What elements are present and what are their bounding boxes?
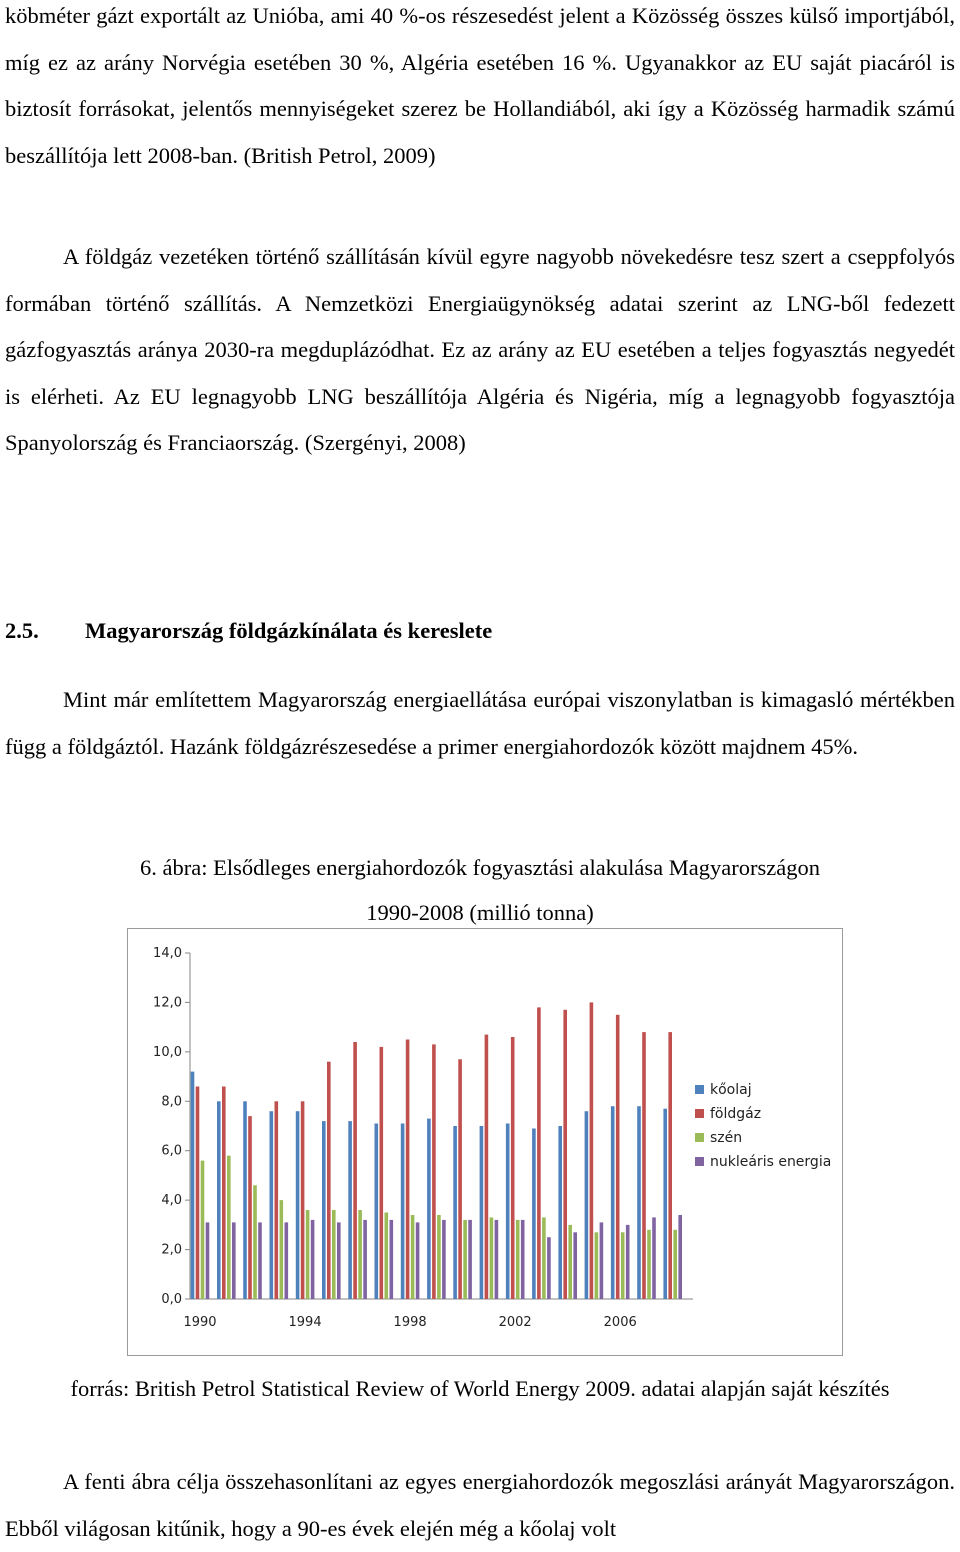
- bar-2-18: [673, 1230, 677, 1299]
- bar-0-1: [217, 1101, 221, 1299]
- bar-3-15: [600, 1222, 604, 1299]
- bar-3-17: [652, 1217, 656, 1299]
- paragraph-4: A fenti ábra célja összehasonlítani az egyes energiahordozók megoszlási arányát Magyarországon. Ebből világosan kitűnik, hogy a 90-es évek elején még a kőolaj volt: [5, 1469, 955, 1541]
- bar-2-9: [437, 1215, 441, 1299]
- bar-3-6: [363, 1220, 367, 1299]
- bar-3-18: [678, 1215, 682, 1299]
- bar-2-3: [280, 1200, 284, 1299]
- figure-caption-line-1: 6. ábra: Elsődleges energiahordozók fogyasztási alakulása Magyarországon: [140, 855, 820, 880]
- chart-container: [127, 928, 843, 1356]
- bar-1-18: [668, 1032, 672, 1299]
- bar-1-4: [301, 1101, 305, 1299]
- bar-0-6: [348, 1121, 352, 1299]
- bar-3-16: [626, 1225, 630, 1299]
- bar-0-11: [480, 1126, 484, 1299]
- bar-2-0: [201, 1161, 205, 1299]
- section-number: 2.5.: [5, 618, 39, 643]
- bar-1-9: [432, 1044, 436, 1299]
- bar-2-6: [358, 1210, 362, 1299]
- bar-2-15: [595, 1232, 599, 1299]
- bar-0-7: [375, 1124, 379, 1300]
- bar-0-8: [401, 1124, 405, 1300]
- bar-0-9: [427, 1119, 431, 1299]
- legend-label-1: földgáz: [710, 1106, 762, 1122]
- bar-1-6: [353, 1042, 357, 1299]
- bar-3-8: [416, 1222, 420, 1299]
- bar-0-5: [322, 1121, 326, 1299]
- bar-3-10: [468, 1220, 472, 1299]
- bar-1-17: [642, 1032, 646, 1299]
- bar-1-5: [327, 1062, 331, 1299]
- bar-0-18: [663, 1109, 667, 1299]
- bar-2-16: [621, 1232, 625, 1299]
- bar-3-1: [232, 1222, 236, 1299]
- x-tick-label: 1990: [183, 1315, 217, 1330]
- bar-1-0: [196, 1087, 200, 1300]
- bar-2-1: [227, 1156, 231, 1299]
- bar-2-2: [253, 1185, 257, 1299]
- bar-0-10: [453, 1126, 457, 1299]
- paragraph-1: köbméter gázt exportált az Unióba, ami 40 %-os részesedést jelent a Közösség összes külső importjából, míg ez az arány Norvégia esetében 30 %, Algéria esetében 16 %. Ugyanakkor az EU saját piacáról is biztosít forrásokat, jelentős mennyiségeket szerez be Hollandiából, aki így a Közösség harmadik számú beszállítója lett 2008-ban. (British Petrol, 2009): [5, 3, 955, 168]
- bar-1-11: [485, 1035, 489, 1299]
- bar-0-2: [243, 1101, 247, 1299]
- figure-caption-line-2: 1990-2008 (millió tonna): [366, 900, 594, 925]
- bar-0-0: [191, 1072, 195, 1299]
- bar-2-11: [490, 1217, 494, 1299]
- bar-2-8: [411, 1215, 415, 1299]
- bar-1-15: [590, 1002, 594, 1299]
- bar-0-13: [532, 1129, 536, 1300]
- legend-swatch-2: [695, 1133, 704, 1142]
- legend-swatch-0: [695, 1085, 704, 1094]
- y-tick-label: 8,0: [161, 1094, 182, 1110]
- bar-1-16: [616, 1015, 620, 1299]
- y-tick-label: 12,0: [153, 995, 182, 1011]
- bar-0-16: [611, 1106, 615, 1299]
- y-tick-label: 4,0: [161, 1193, 182, 1209]
- bar-3-14: [573, 1232, 577, 1299]
- bar-3-7: [390, 1220, 394, 1299]
- bar-1-7: [380, 1047, 384, 1299]
- bar-3-2: [258, 1222, 262, 1299]
- bar-1-13: [537, 1007, 541, 1299]
- bar-0-15: [585, 1111, 589, 1299]
- y-tick-label: 0,0: [161, 1292, 182, 1307]
- legend-swatch-3: [695, 1157, 704, 1166]
- section-heading: [5, 611, 955, 651]
- bar-1-3: [275, 1101, 279, 1299]
- bar-1-2: [248, 1116, 252, 1299]
- bar-3-13: [547, 1237, 551, 1299]
- bar-3-3: [285, 1222, 289, 1299]
- x-tick-label: 1998: [393, 1315, 427, 1330]
- x-tick-label: 1994: [288, 1315, 322, 1330]
- y-tick-label: 6,0: [161, 1143, 182, 1159]
- bar-2-13: [542, 1217, 546, 1299]
- bar-2-7: [385, 1213, 389, 1300]
- y-tick-label: 2,0: [161, 1242, 182, 1258]
- y-tick-label: 14,0: [153, 946, 182, 961]
- section-title: Magyarország földgázkínálata és kereslete: [85, 618, 493, 643]
- legend-label-2: szén: [710, 1130, 743, 1146]
- bar-2-14: [568, 1225, 572, 1299]
- bar-2-17: [647, 1230, 651, 1299]
- x-tick-label: 2006: [603, 1315, 637, 1330]
- y-tick-label: 10,0: [153, 1044, 182, 1060]
- legend-label-3: nukleáris energia: [710, 1154, 832, 1170]
- bar-1-14: [563, 1010, 567, 1299]
- bar-2-10: [463, 1220, 467, 1299]
- bar-chart: [128, 929, 842, 1355]
- bar-2-5: [332, 1210, 336, 1299]
- bar-0-3: [270, 1111, 274, 1299]
- legend-swatch-1: [695, 1109, 704, 1118]
- bar-1-10: [458, 1059, 462, 1299]
- bar-3-9: [442, 1220, 446, 1299]
- x-tick-label: 2002: [498, 1315, 532, 1330]
- paragraph-3: Mint már említettem Magyarország energiaellátása európai viszonylatban is kimagasló mértékben függ a földgáztól. Hazánk földgázrészesedése a primer energiahordozók között majdnem 45%.: [5, 687, 955, 759]
- bar-0-4: [296, 1111, 300, 1299]
- bar-3-12: [521, 1220, 525, 1299]
- bar-3-5: [337, 1222, 341, 1299]
- bar-2-12: [516, 1220, 520, 1299]
- figure-source: forrás: British Petrol Statistical Review of World Energy 2009. adatai alapján saját készítés: [70, 1376, 890, 1401]
- bar-0-12: [506, 1124, 510, 1300]
- bar-1-8: [406, 1040, 410, 1300]
- bar-1-1: [222, 1087, 226, 1300]
- bar-3-4: [311, 1220, 315, 1299]
- legend-label-0: kőolaj: [710, 1082, 752, 1098]
- bar-2-4: [306, 1210, 310, 1299]
- bar-0-17: [637, 1106, 641, 1299]
- bar-3-11: [495, 1220, 499, 1299]
- bar-1-12: [511, 1037, 515, 1299]
- paragraph-2: A földgáz vezetéken történő szállításán kívül egyre nagyobb növekedésre tesz szert a cseppfolyós formában történő szállítás. A Nemzetközi Energiaügynökség adatai szerint az LNG-ből fedezett gázfogyasztás aránya 2030-ra megduplázódhat. Ez az arány az EU esetében a teljes fogyasztás negyedét is elérheti. Az EU legnagyobb LNG beszállítója Algéria és Nigéria, míg a legnagyobb fogyasztója Spanyolország és Franciaország. (Szergényi, 2008): [5, 244, 955, 455]
- bar-3-0: [206, 1222, 210, 1299]
- bar-0-14: [558, 1126, 562, 1299]
